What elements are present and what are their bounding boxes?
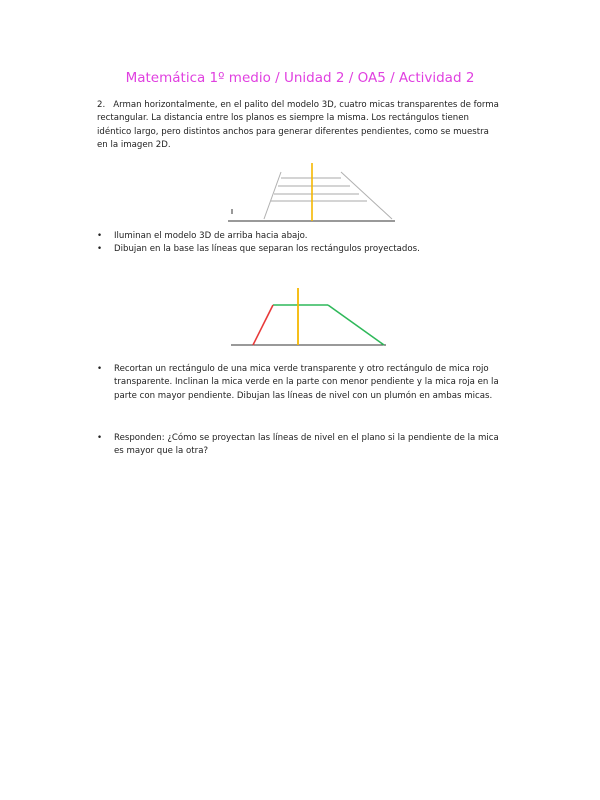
red-slope [253,305,273,345]
steps-list-a [97,230,502,257]
right-edge [341,172,392,219]
figure-2d-section [231,288,386,345]
list-item: • Responden: ¿Cómo se proyectan las líneas de nivel en el plano si la pendiente de la mica es mayor que la otra? [97,432,502,459]
list-item: • Recortan un rectángulo de una mica verde transparente y otro rectángulo de mica rojo transparente. Inclinan la mica verde en la parte con menor pendiente y la mica roja en la parte con mayor pendiente. Dibujan las líneas de nivel con un plumón en ambas micas. [97,363,502,403]
item-number: 2. [97,100,106,110]
page-title: Matemática 1º medio / Unidad 2 / OA5 / Actividad 2 [125,70,475,86]
steps-list-c [97,432,502,459]
intro-text: Arman horizontalmente, en el palito del modelo 3D, cuatro micas transparentes de forma rectangular. La distancia entre los planos es siempre la misma. Los rectángulos tienen idéntico largo, pero distintos anchos para generar diferentes pendientes, como se muestra en la imagen 2D. [97,100,499,151]
figure-3d-model [228,163,395,221]
list-item: • Iluminan el modelo 3D de arriba hacia abajo. [97,230,502,243]
steps-list-b [97,363,502,403]
green-slope [328,305,384,345]
list-item: • Dibujan en la base las líneas que separan los rectángulos proyectados. [97,243,502,256]
left-edge [264,172,281,219]
